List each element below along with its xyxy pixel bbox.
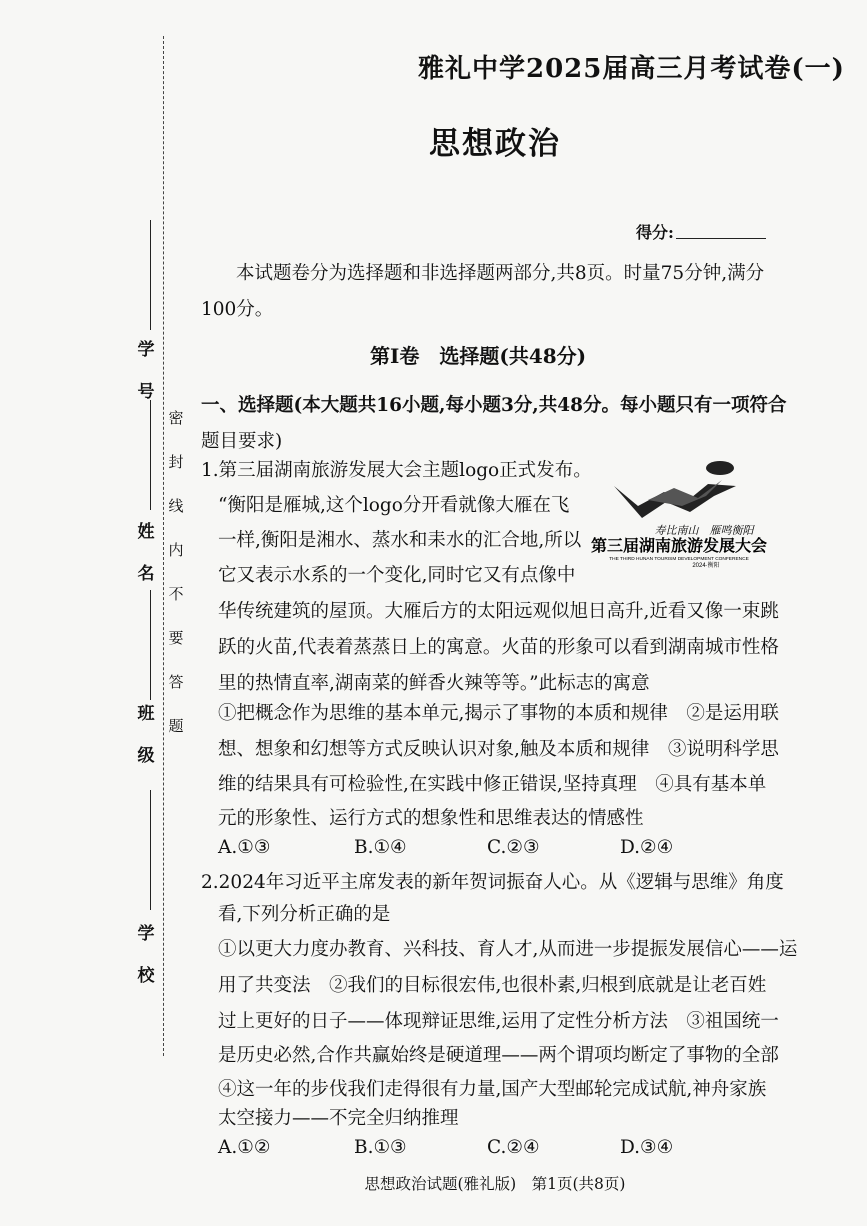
instructions-line-1-text: 一、选择题(本大题共16小题,每小题3分,共48分。每小题只有一项符合 <box>201 395 787 416</box>
logo-english: THE THIRD HUNAN TOURISM DEVELOPMENT CONFERENCE <box>609 557 749 562</box>
logo-city: 2024·衡阳 <box>692 563 720 568</box>
page-title: 思想政治 <box>429 126 561 162</box>
q2-option-line-3: 过上更好的日子——体现辩证思维,运用了定性分析方法 ③祖国统一 <box>218 1011 779 1032</box>
q2-line-1: 2.2024年习近平主席发表的新年贺词振奋人心。从《逻辑与思维》角度 <box>201 872 784 893</box>
q1-line-1: 1.第三届湖南旅游发展大会主题logo正式发布。 <box>201 460 592 481</box>
q2-option-line-6: 太空接力——不完全归纳推理 <box>218 1108 459 1129</box>
q1-line-6: 跃的火苗,代表着蒸蒸日上的寓意。火苗的形象可以看到湖南城市性格 <box>218 637 779 658</box>
q1-choice-d: D.②④ <box>620 837 674 858</box>
page-footer: 思想政治试题(雅礼版) 第1页(共8页) <box>364 1175 626 1193</box>
q1-line-2: “衡阳是雁城,这个logo分开看就像大雁在飞 <box>218 495 570 516</box>
school-line <box>150 790 151 910</box>
q1-line-3: 一样,衡阳是湘水、蒸水和耒水的汇合地,所以 <box>218 530 582 551</box>
class-label: 班 级 <box>137 704 155 766</box>
q1-choice-b: B.①④ <box>354 837 407 858</box>
q2-option-line-2: 用了共变法 ②我们的目标很宏伟,也很朴素,归根到底就是让老百姓 <box>218 975 767 996</box>
q1-option-line-2: 想、想象和幻想等方式反映认识对象,触及本质和规律 ③说明科学思 <box>218 739 779 760</box>
q1-line-4: 它又表示水系的一个变化,同时它又有点像中 <box>218 565 576 586</box>
q2-option-line-5: ④这一年的步伐我们走得很有力量,国产大型邮轮完成试航,神舟家族 <box>218 1079 767 1100</box>
q1-choice-c: C.②③ <box>487 837 540 858</box>
seal-dashed-line <box>163 36 164 1056</box>
q1-option-line-3: 维的结果具有可检验性,在实践中修正错误,坚持真理 ④具有基本单 <box>218 774 767 795</box>
q1-line-7: 里的热情直率,湖南菜的鲜香火辣等等。”此标志的寓意 <box>218 673 650 694</box>
q1-option-line-4: 元的形象性、运行方式的想象性和思维表达的情感性 <box>218 808 644 829</box>
q2-choice-d: D.③④ <box>620 1137 674 1158</box>
school-label: 学 校 <box>137 924 155 986</box>
intro-line-1: 本试题卷分为选择题和非选择题两部分,共8页。时量75分钟,满分 <box>236 263 765 284</box>
exam-header: 雅礼中学2025届高三月考试卷(一) <box>418 54 845 84</box>
instructions-line-1 <box>201 388 787 424</box>
student-id-label: 学 号 <box>137 340 155 402</box>
score-label: 得分: <box>636 223 674 242</box>
conference-logo <box>586 456 772 568</box>
student-id-line <box>150 220 151 330</box>
q1-line-5: 华传统建筑的屋顶。大雁后方的太阳远观似旭日高升,近看又像一束跳 <box>218 601 779 622</box>
instructions-line-2: 题目要求) <box>201 431 283 452</box>
name-label: 姓 名 <box>137 522 155 584</box>
intro-line-2: 100分。 <box>201 299 274 320</box>
seal-notice: 密 封 线 内 不 要 答 题 <box>168 409 184 735</box>
logo-name: 第三届湖南旅游发展大会 <box>590 536 768 555</box>
q2-line-2: 看,下列分析正确的是 <box>218 904 391 925</box>
q2-option-line-4: 是历史必然,合作共赢始终是硬道理——两个谓项均断定了事物的全部 <box>218 1045 779 1066</box>
q1-option-line-1: ①把概念作为思维的基本单元,揭示了事物的本质和规律 ②是运用联 <box>218 703 779 724</box>
logo-slogan: 寿比南山 雁鸣衡阳 <box>654 525 754 537</box>
class-line <box>150 590 151 700</box>
q2-choice-b: B.①③ <box>354 1137 407 1158</box>
q2-option-line-1: ①以更大力度办教育、兴科技、育人才,从而进一步提振发展信心——运 <box>218 939 798 960</box>
sun-flame-shape <box>706 461 734 475</box>
section-title: 第Ⅰ卷 选择题(共48分) <box>370 344 587 368</box>
name-line <box>150 400 151 510</box>
q1-choice-a: A.①③ <box>218 837 271 858</box>
q2-choice-c: C.②④ <box>487 1137 540 1158</box>
score-blank <box>676 238 766 239</box>
q2-choice-a: A.①② <box>218 1137 271 1158</box>
